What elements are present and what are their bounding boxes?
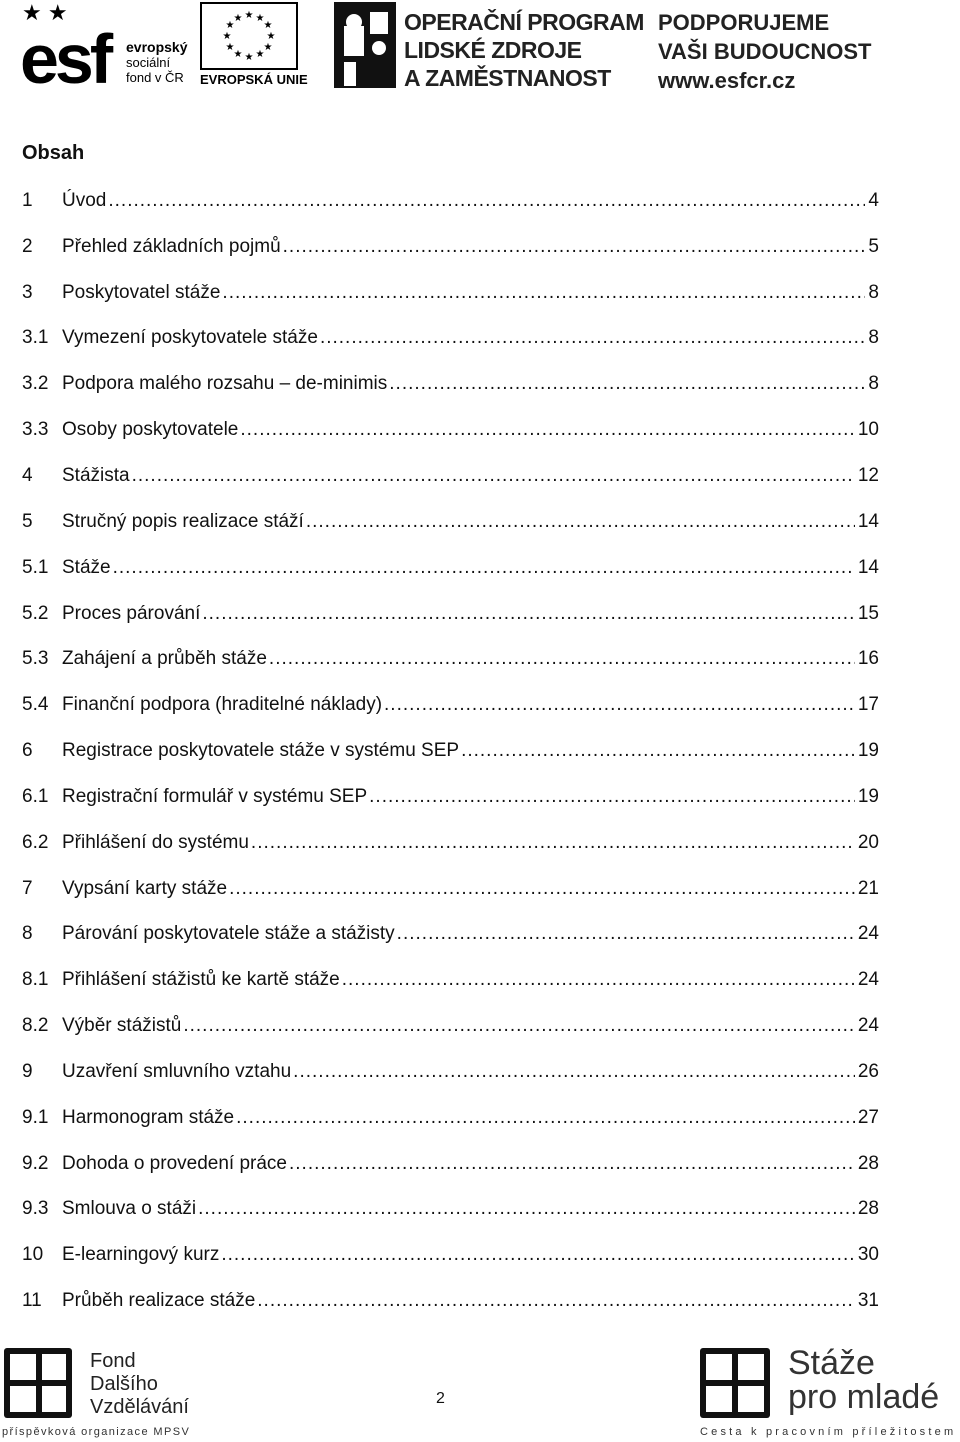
svg-text:★: ★ <box>225 20 235 31</box>
toc-entry-page: 24 <box>857 1015 879 1037</box>
svg-text:★: ★ <box>244 52 254 63</box>
toc-entry-label: Registrační formulář v systému SEP <box>62 785 368 807</box>
svg-text:★: ★ <box>225 42 235 53</box>
toc-entry[interactable] <box>22 453 879 499</box>
toc-dot-leader <box>269 648 855 670</box>
toc-entry-page: 21 <box>857 877 879 899</box>
eu-label: EVROPSKÁ UNIE <box>200 72 308 87</box>
toc-entry-page: 16 <box>857 648 879 670</box>
toc-entry-label: Stáže <box>62 556 111 578</box>
toc-entry-page: 14 <box>857 556 879 578</box>
toc-entry-label: Přihlášení do systému <box>62 831 249 853</box>
toc-entry-page: 27 <box>857 1106 879 1128</box>
toc-entry-page: 26 <box>857 1060 879 1082</box>
toc-dot-leader <box>221 1244 855 1266</box>
toc-entry-number: 9.1 <box>22 1106 49 1128</box>
toc-entry[interactable] <box>22 1232 879 1278</box>
toc-entry[interactable] <box>22 1095 879 1141</box>
toc-entry-label: Vypsání karty stáže <box>62 877 228 899</box>
toc-dot-leader <box>306 511 855 533</box>
svg-text:★: ★ <box>263 20 273 31</box>
toc-entry[interactable] <box>22 224 879 270</box>
svg-text:★: ★ <box>233 49 243 60</box>
toc-dot-leader <box>283 236 866 258</box>
toc-entry-label: Výběr stážistů <box>62 1015 182 1037</box>
toc-entry-label: Finanční podpora (hraditelné náklady) <box>62 694 383 716</box>
toc-dot-leader <box>389 373 865 395</box>
toc-dot-leader <box>257 1290 855 1312</box>
staze-pro-mlade-logo <box>700 1344 960 1442</box>
eu-logo <box>200 2 308 90</box>
toc-entry-page: 14 <box>857 510 879 532</box>
toc-entry[interactable] <box>22 912 879 958</box>
toc-entry-label: Stručný popis realizace stáží <box>62 510 304 532</box>
toc-entry-label: Vymezení poskytovatele stáže <box>62 327 318 349</box>
toc-dot-leader <box>320 327 865 349</box>
toc-dot-leader <box>369 786 855 808</box>
svg-text:★: ★ <box>266 31 276 42</box>
toc-entry-number: 5.3 <box>22 648 49 670</box>
toc-entry-label: Úvod <box>62 189 107 211</box>
toc-dot-leader <box>113 557 855 579</box>
toc-entry-label: Párování poskytovatele stáže a stážisty <box>62 923 395 945</box>
toc-entry-number: 4 <box>22 464 33 486</box>
toc-dot-leader <box>289 1153 855 1175</box>
toc-entry[interactable] <box>22 774 879 820</box>
toc-entry-label: Uzavření smluvního vztahu <box>62 1060 292 1082</box>
toc-dot-leader <box>229 878 855 900</box>
toc-entry-number: 1 <box>22 189 33 211</box>
esfcr-link[interactable]: www.esfcr.cz <box>658 68 796 93</box>
page-number: 2 <box>436 1390 445 1407</box>
toc-entry-number: 3.3 <box>22 419 49 441</box>
esf-logo-word: esf <box>20 20 110 98</box>
toc-entry-page: 19 <box>857 785 879 807</box>
toc-entry-page: 28 <box>857 1198 879 1220</box>
toc-entry[interactable] <box>22 591 879 637</box>
toc-entry-number: 5.1 <box>22 556 49 578</box>
puzzle-icon <box>334 2 396 88</box>
toc-entry-number: 8.2 <box>22 1015 49 1037</box>
toc-entry-page: 24 <box>857 923 879 945</box>
toc-entry-number: 3.2 <box>22 373 49 395</box>
toc-entry-number: 10 <box>22 1244 44 1266</box>
toc-entry[interactable] <box>22 178 879 224</box>
toc-entry[interactable] <box>22 866 879 912</box>
toc-entry-label: Harmonogram stáže <box>62 1106 235 1128</box>
toc-entry[interactable] <box>22 1141 879 1187</box>
toc-entry-number: 8 <box>22 923 33 945</box>
toc-entry[interactable] <box>22 636 879 682</box>
toc-entry-page: 4 <box>868 189 879 211</box>
toc-dot-leader <box>384 694 855 716</box>
toc-entry[interactable] <box>22 545 879 591</box>
fdv-logo <box>0 1344 230 1442</box>
toc-entry-page: 8 <box>868 281 879 303</box>
toc-dot-leader <box>108 190 865 212</box>
toc-entry-number: 3 <box>22 281 33 303</box>
toc-entry-number: 6.2 <box>22 831 49 853</box>
toc-entry-number: 9.3 <box>22 1198 49 1220</box>
toc-entry-label: Registrace poskytovatele stáže v systému SEP <box>62 740 460 762</box>
esf-logo <box>20 0 192 98</box>
svg-text:★: ★ <box>255 13 265 24</box>
toc-entry[interactable] <box>22 270 879 316</box>
toc-title: Obsah <box>22 142 85 164</box>
star-icon: ★ ★ <box>22 0 68 25</box>
toc-entry-number: 6 <box>22 740 33 762</box>
toc-entry-label: Přihlášení stážistů ke kartě stáže <box>62 969 340 991</box>
toc-entry-number: 2 <box>22 235 33 257</box>
toc-entry[interactable] <box>22 361 879 407</box>
toc-entry-page: 12 <box>857 464 879 486</box>
toc-dot-leader <box>251 832 855 854</box>
toc-entry-label: Smlouva o stáži <box>62 1198 197 1220</box>
toc-entry-page: 19 <box>857 740 879 762</box>
svg-text:★: ★ <box>255 49 265 60</box>
toc-entry-page: 8 <box>868 373 879 395</box>
toc-entry[interactable] <box>22 820 879 866</box>
toc-entry-label: Podpora malého rozsahu – de-minimis <box>62 373 388 395</box>
toc-entry[interactable] <box>22 728 879 774</box>
spm-logo-icon <box>700 1348 770 1418</box>
toc-entry-number: 11 <box>22 1290 42 1312</box>
toc-entry[interactable] <box>22 316 879 362</box>
spm-logo-text: Stáže pro mladé <box>788 1344 940 1416</box>
esf-logo-text: evropský sociální fond v ČR <box>126 39 188 85</box>
toc-entry-label: Průběh realizace stáže <box>62 1290 256 1312</box>
toc-dot-leader <box>461 740 855 762</box>
toc-entry-number: 5.2 <box>22 602 49 624</box>
toc-entry[interactable] <box>22 1187 879 1233</box>
toc-dot-leader <box>342 969 855 991</box>
toc-entry[interactable] <box>22 1049 879 1095</box>
toc-entry[interactable] <box>22 499 879 545</box>
toc-dot-leader <box>236 1107 855 1129</box>
toc-entry-label: E-learningový kurz <box>62 1244 220 1266</box>
fdv-logo-icon <box>4 1348 72 1418</box>
toc-dot-leader <box>222 282 865 304</box>
toc-entry-page: 8 <box>868 327 879 349</box>
toc-entry-page: 15 <box>857 602 879 624</box>
toc-dot-leader <box>293 1061 855 1083</box>
toc-dot-leader <box>132 465 855 487</box>
toc-entry-label: Osoby poskytovatele <box>62 419 239 441</box>
toc-dot-leader <box>202 603 855 625</box>
toc-dot-leader <box>397 923 855 945</box>
toc-entry-number: 5.4 <box>22 694 49 716</box>
table-of-contents <box>22 178 879 1324</box>
toc-entry-page: 30 <box>857 1244 879 1266</box>
toc-entry[interactable] <box>22 682 879 728</box>
toc-entry-label: Přehled základních pojmů <box>62 235 281 257</box>
toc-dot-leader <box>198 1198 855 1220</box>
toc-entry-number: 5 <box>22 510 33 532</box>
toc-entry[interactable] <box>22 407 879 453</box>
toc-entry[interactable] <box>22 957 879 1003</box>
toc-entry-number: 7 <box>22 877 33 899</box>
toc-entry-page: 20 <box>857 831 879 853</box>
toc-entry-page: 17 <box>857 694 879 716</box>
toc-entry-number: 9.2 <box>22 1152 49 1174</box>
toc-entry-label: Dohoda o provedení práce <box>62 1152 287 1174</box>
toc-entry-number: 6.1 <box>22 785 49 807</box>
fdv-logo-text: Fond Dalšího Vzdělávání <box>90 1350 189 1418</box>
header-logos <box>0 0 960 100</box>
toc-entry-number: 8.1 <box>22 969 49 991</box>
svg-text:★: ★ <box>222 31 232 42</box>
svg-text:★: ★ <box>263 42 273 53</box>
op-program-title: OPERAČNÍ PROGRAM LIDSKÉ ZDROJE A ZAMĚSTNANOST <box>404 9 644 91</box>
toc-entry-page: 10 <box>857 419 879 441</box>
toc-entry[interactable] <box>22 1003 879 1049</box>
podporujeme-slogan: PODPORUJEME VAŠI BUDOUCNOST www.esfcr.cz <box>658 10 872 93</box>
toc-entry-page: 5 <box>868 235 879 257</box>
toc-entry-label: Proces párování <box>62 602 201 624</box>
toc-entry[interactable] <box>22 1278 879 1324</box>
toc-dot-leader <box>183 1015 855 1037</box>
toc-entry-page: 24 <box>857 969 879 991</box>
fdv-subtitle: příspěvková organizace MPSV <box>2 1426 191 1438</box>
toc-entry-label: Zahájení a průběh stáže <box>62 648 267 670</box>
toc-entry-number: 3.1 <box>22 327 49 349</box>
svg-text:★: ★ <box>244 10 254 21</box>
toc-entry-page: 31 <box>857 1290 879 1312</box>
svg-text:★: ★ <box>233 13 243 24</box>
toc-entry-label: Poskytovatel stáže <box>62 281 221 303</box>
toc-entry-page: 28 <box>857 1152 879 1174</box>
toc-entry-number: 9 <box>22 1060 33 1082</box>
eu-flag-icon <box>200 2 298 70</box>
toc-entry-label: Stážista <box>62 464 130 486</box>
spm-subtitle: Cesta k pracovním příležitostem <box>700 1426 957 1438</box>
toc-dot-leader <box>240 419 854 441</box>
